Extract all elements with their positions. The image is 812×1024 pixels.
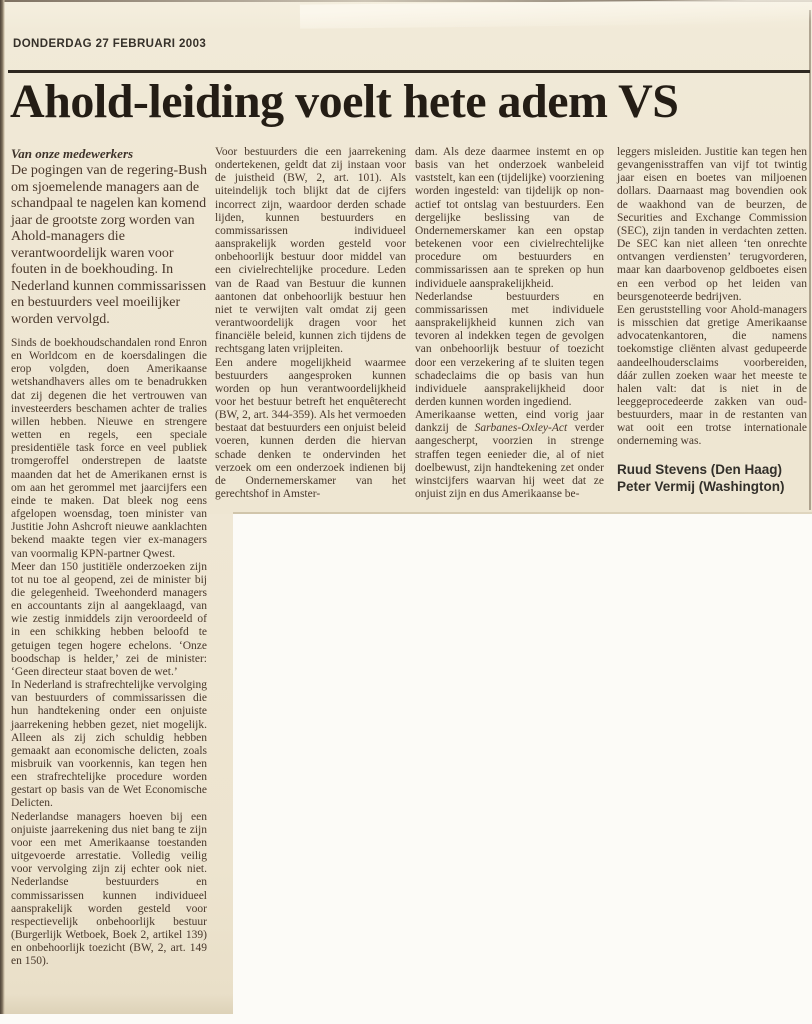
article-column-4	[617, 146, 807, 496]
headline: Ahold-leiding voelt hete adem VS	[10, 75, 679, 128]
author-byline: Peter Vermij (Washington)	[617, 479, 785, 495]
paragraph-text: verder aangescherpt, voorzien in strenge straffen tegen eenieder die, al of niet doelbewust, zijn handtekening zet onder winstcijfers waarvan hij weet dat ze onjuist zijn en dus Amerikaanse be-	[415, 422, 604, 501]
paragraph: Meer dan 150 justitiële onderzoeken zijn tot nu toe al geopend, zei de minister bij die gelegenheid. Tweehonderd managers en accountants zijn al aangeklaagd, van wie zestig inmiddels zijn veroordeeld of in een schikking hebben beloofd te getuigen tegen hogere echelons. ‘Onze boodschap is helder,’ zei de minister: ‘Geen directeur staat boven de wet.’	[11, 560, 207, 678]
date-line: DONDERDAG 27 FEBRUARI 2003	[13, 38, 207, 50]
paragraph: Sinds de boekhoudschandalen rond Enron en Worldcom en de koersdalingen die erop volgden, doen Amerikaanse wetshandhavers alles om te benadrukken dat zij degenen die het vertrouwen van investeerders beschamen achter de tralies willen hebben. Nieuwe en strengere wetten en regels, een speciale presidentiële task force en veel publiek tromgeroffel onderstrepen de laatste maanden dat het de Amerikanen ernst is om aan het gerommel met jaarcijfers een einde te maken. Dat bleek nog eens afgelopen woensdag, toen minister van Justitie John Ashcroft nieuwe aanklachten bekend maakte tegen vier ex-managers van voormalig KPN-partner Qwest.	[11, 337, 207, 560]
paragraph: leggers misleiden. Justitie kan tegen hen gevangenisstraffen van vijf tot twintig jaar eisen en boetes van miljoenen dollars. Daarnaast mag bovendien ook de waakhond van de beurzen, de Securities and Exchange Commission (SEC), zijn tanden in verdachten zetten. De SEC kan niet alleen ‘ten onrechte ontvangen verdiensten’ terugvorderen, maar kan daarbovenop geldboetes eisen en een verbod op het leiden van beursgenoteerde bedrijven.	[617, 146, 807, 303]
paragraph-text: Amerikaanse wetten, eind vorig jaar dankzij de	[415, 409, 604, 435]
article-column-1	[11, 146, 207, 969]
paragraph	[415, 409, 604, 501]
byline-kicker: Van onze medewerkers	[11, 146, 134, 161]
headline-rule	[8, 70, 810, 73]
article-column-3	[415, 146, 604, 501]
sarbanes-oxley-act-italic: Sarbanes-Oxley-Act	[474, 422, 568, 435]
paragraph: Nederlandse managers hoeven bij een onjuiste jaarrekening dus niet bang te zijn voor een met Amerikaanse toestanden uitgevoerde arrestatie. Volledig veilig voor vervolging zijn zij echter ook niet. Nederlandse bestuurders en commissarissen kunnen individueel aansprakelijk worden gesteld voor respectievelijk onbehoorlijk bestuur (Burgerlijk Wetboek, Boek 2, artikel 139) en onbehoorlijk toezicht (BW, 2, art. 149 en 150).	[11, 810, 207, 968]
author-bylines	[617, 461, 807, 496]
clipping-bottom-edge	[233, 512, 812, 514]
author-byline: Ruud Stevens (Den Haag)	[617, 461, 783, 477]
article-lede: De pogingen van de regering-Bush om sjoemelende managers aan de schandpaal te nagelen kan komend jaar de grootste zorg worden van Ahold-managers die verantwoordelijk waren voor fouten in de boekhouding. In Nederland kunnen commissarissen en bestuurders veel moeilijker worden vervolgd.	[11, 163, 207, 327]
paragraph: In Nederland is strafrechtelijke vervolging van bestuurders of commissarissen die hun handtekening onder een onjuiste jaarrekening hebben gezet, niet mogelijk. Alleen als zij zich schuldig hebben gemaakt aan economische delicten, zoals misbruik van voorkennis, kan tegen hen een strafrechtelijke procedure worden gestart op basis van de Wet Economische Delicten.	[11, 679, 207, 810]
paragraph: Een andere mogelijkheid waarmee bestuurders aangesproken kunnen worden op hun verantwoordelijkheid voor het bestuur betreft het enquêterecht (BW, 2, art. 344-359). Als het vermoeden bestaat dat bestuurders een onjuist beleid voeren, kunnen derden die hiervan schade denken te ondervinden het verzoek om een onderzoek indienen bij de Ondernemerskamer van het gerechtshof in Amster-	[215, 356, 406, 501]
article-column-2	[215, 146, 406, 501]
paragraph: Nederlandse bestuurders en commissarissen met individuele aansprakelijkheid kunnen zich van tevoren al indekken tegen de gevolgen van onbehoorlijk bestuur of toezicht door een verzekering af te sluiten tegen schadeclaims die op basis van hun individuele aansprakelijkheid door derden kunnen worden ingediend.	[415, 290, 604, 408]
paragraph: dam. Als deze daarmee instemt en op basis van het onderzoek wanbeleid vaststelt, kan een (tijdelijke) voorziening worden ingesteld: van tijdelijk op non-actief tot ontslag van bestuurders. Een dergelijke beslissing van de Ondernemerskamer kan een opstap betekenen voor een civielrechtelijke procedure om bestuurders en commissarissen aan te spreken op hun individuele aansprakelijkheid.	[415, 146, 604, 290]
paragraph: Voor bestuurders die een jaarrekening ondertekenen, geldt dat zij instaan voor de juistheid (BW, 2, art. 101). Als uiteindelijk toch blijkt dat de cijfers incorrect zijn, waardoor derden schade lijden, kunnen bestuurders en commissarissen individueel aansprakelijk worden gesteld voor onbehoorlijk bestuur door middel van een civielrechtelijke procedure. Leden van de Raad van Bestuur die kunnen aantonen dat onbehoorlijk bestuur hen niet te verwijten valt omdat zij geen verantwoordelijk dragen voor het financiële beleid, kunnen zich tijdens de rechtsgang laten vrijpleiten.	[215, 146, 406, 356]
paragraph: Een geruststelling voor Ahold-managers is misschien dat gretige Amerikaanse advocatenkantoren, die namens toekomstige cliënten alvast gedupeerde aandeelhoudersclaims voorbereiden, dáár zullen zoeken waar het meeste te halen valt: dat is niet in de leeggeprocedeerde zakken van oud-bestuurders, maar in de restanten van wat ooit een trotse internationale onderneming was.	[617, 303, 807, 448]
clipping-left-edge-shadow	[0, 0, 5, 1014]
